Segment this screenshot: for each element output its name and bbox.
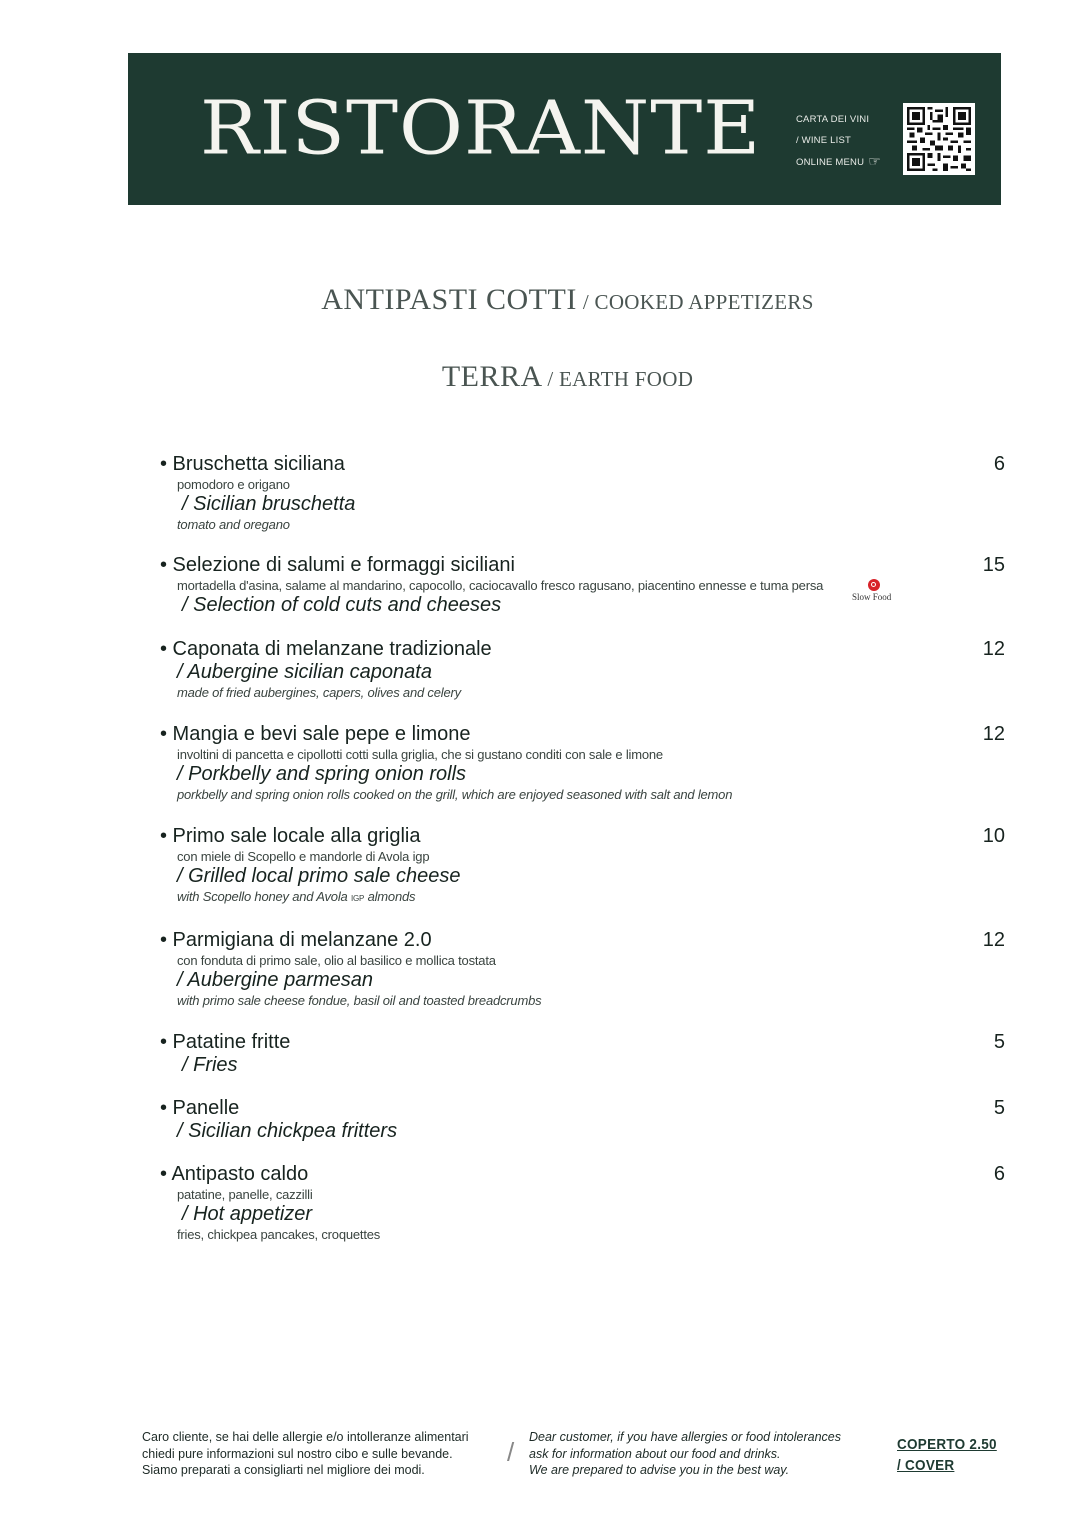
item-price: 12 — [982, 929, 1005, 951]
item-name: • Parmigiana di melanzane 2.0 — [160, 929, 432, 951]
slow-food-logo — [852, 579, 912, 603]
wine-list-link-it[interactable]: CARTA DEI VINI — [796, 114, 870, 125]
header-banner — [128, 53, 1001, 205]
item-description-it: involtini di pancetta e cipollotti cotti sulla griglia, che si gustano conditi con sale e limone — [177, 747, 663, 762]
cover-charge-en: / COVER — [897, 1457, 955, 1474]
qr-code-icon[interactable] — [903, 103, 975, 175]
subsection-title-terra — [0, 360, 1080, 394]
pointing-hand-icon: ☞ — [868, 153, 881, 169]
slow-food-label: Slow Food — [852, 592, 892, 602]
allergy-notice-it-line: chiedi pure informazioni sul nostro cibo e sulle bevande. — [142, 1446, 453, 1461]
item-name-en: / Aubergine parmesan — [177, 969, 374, 991]
item-name-en: / Grilled local primo sale cheese — [177, 865, 461, 887]
brand-title: RISTORANTE — [200, 86, 762, 172]
item-price: 12 — [982, 723, 1005, 745]
menu-item-parmigiana — [160, 928, 1005, 1010]
item-name-en: / Sicilian chickpea fritters — [177, 1120, 398, 1142]
item-price: 6 — [993, 453, 1005, 475]
menu-item-antipasto-caldo — [160, 1162, 1005, 1244]
section-title-antipasti — [0, 283, 1080, 317]
section-title-it: ANTIPASTI COTTI — [321, 283, 577, 316]
item-price: 6 — [993, 1163, 1005, 1185]
item-price: 15 — [982, 554, 1005, 576]
allergy-notice-it-line: Caro cliente, se hai delle allergie e/o intolleranze alimentari — [142, 1430, 469, 1444]
item-name: • Patatine fritte — [160, 1031, 291, 1053]
menu-item-primo-sale — [160, 824, 1005, 908]
item-description-it: mortadella d'asina, salame al mandarino, capocollo, caciocavallo fresco ragusano, piacentino ennesse e tuma persa — [177, 578, 824, 593]
footer — [0, 1429, 1080, 1489]
item-description-it: patatine, panelle, cazzilli — [177, 1187, 313, 1202]
snail-icon — [868, 579, 880, 591]
item-name-en: / Sicilian bruschetta — [182, 493, 356, 515]
igp-label: IGP — [350, 894, 365, 903]
item-description-it: con miele di Scopello e mandorle di Avola igp — [177, 849, 430, 864]
item-description-en — [177, 888, 1005, 908]
cover-charge — [897, 1434, 997, 1476]
footer-divider: / — [507, 1437, 515, 1467]
subsection-title-it: TERRA — [441, 360, 543, 393]
cover-charge-it: COPERTO 2.50 — [897, 1436, 997, 1453]
menu-item-bruschetta — [160, 452, 1005, 534]
menu-list — [160, 452, 1005, 1244]
item-description-en-part2: almonds — [367, 889, 416, 904]
item-name-en: / Selection of cold cuts and cheeses — [182, 594, 502, 616]
section-title-en: / COOKED APPETIZERS — [582, 290, 814, 314]
item-name: • Antipasto caldo — [160, 1163, 309, 1185]
item-description-it: con fonduta di primo sale, olio al basilico e mollica tostata — [177, 953, 496, 968]
qr-code-graphic — [907, 107, 971, 171]
menu-item-caponata — [160, 637, 1005, 702]
item-price: 10 — [982, 825, 1005, 847]
item-name-en: / Porkbelly and spring onion rolls — [177, 763, 467, 785]
item-description-en: made of fried aubergines, capers, olives and celery — [177, 685, 461, 700]
allergy-notice-en-line: ask for information about our food and drinks. — [529, 1446, 781, 1461]
item-name-en: / Hot appetizer — [182, 1203, 313, 1225]
allergy-notice-it — [142, 1429, 522, 1479]
allergy-notice-en-line: Dear customer, if you have allergies or food intolerances — [529, 1430, 841, 1444]
item-description-en-part1: with Scopello honey and Avola — [177, 889, 348, 904]
subsection-title-en: / EARTH FOOD — [547, 367, 694, 391]
item-name-en: / Aubergine sicilian caponata — [177, 661, 432, 683]
menu-item-patatine — [160, 1030, 1005, 1077]
item-name: • Selezione di salumi e formaggi siciliani — [160, 554, 515, 576]
allergy-notice-en-line: We are prepared to advise you in the best way. — [529, 1463, 790, 1477]
menu-item-panelle — [160, 1096, 1005, 1143]
online-menu-link[interactable] — [796, 151, 881, 173]
allergy-notice-en — [529, 1429, 899, 1479]
item-description-en: tomato and oregano — [177, 517, 290, 532]
item-description-it: pomodoro e origano — [177, 477, 290, 492]
item-name-en: / Fries — [182, 1054, 238, 1076]
item-name: • Caponata di melanzane tradizionale — [160, 638, 492, 660]
item-price: 5 — [993, 1097, 1005, 1119]
item-name: • Primo sale locale alla griglia — [160, 825, 421, 847]
menu-item-mangia-e-bevi — [160, 722, 1005, 804]
item-description-en: with primo sale cheese fondue, basil oil and toasted breadcrumbs — [177, 993, 542, 1008]
item-name: • Bruschetta siciliana — [160, 453, 345, 475]
item-price: 12 — [982, 638, 1005, 660]
allergy-notice-it-line: Siamo preparati a consigliarti nel migliore dei modi. — [142, 1463, 425, 1477]
item-price: 5 — [993, 1031, 1005, 1053]
header-links — [796, 109, 881, 173]
menu-item-salumi — [160, 553, 1005, 617]
item-name: • Panelle — [160, 1097, 240, 1119]
item-description-en: fries, chickpea pancakes, croquettes — [177, 1227, 381, 1242]
item-name: • Mangia e bevi sale pepe e limone — [160, 723, 471, 745]
item-description-en: porkbelly and spring onion rolls cooked on the grill, which are enjoyed seasoned with salt and lemon — [177, 787, 733, 802]
wine-list-link-en[interactable]: / WINE LIST — [796, 135, 851, 146]
online-menu-label[interactable]: ONLINE MENU — [796, 157, 865, 168]
